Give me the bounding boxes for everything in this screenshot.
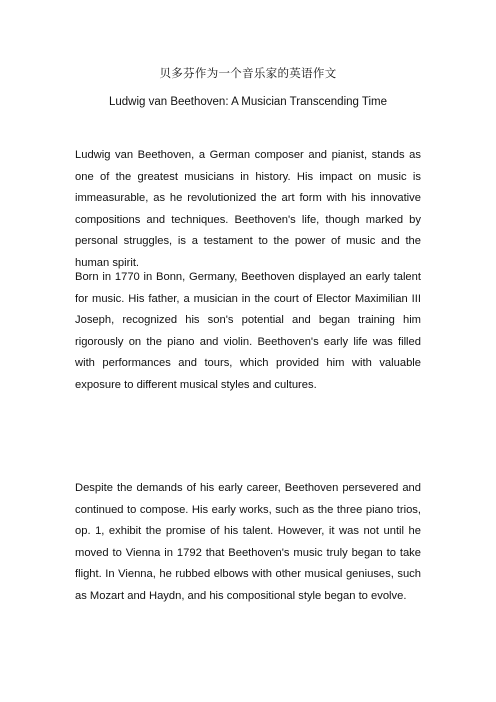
paragraph-early-life: Born in 1770 in Bonn, Germany, Beethoven displayed an early talent for music. His father, a musician in the court of Elector Maximilian III Joseph, recognized his son's potential and began training him rigorously on the piano and violin. Beethoven's early life was filled with performances and tours, which provided him with valuable exposure to different musical styles and cultures. [75, 271, 421, 391]
chinese-title: 贝多芬作为一个音乐家的英语作文 [159, 66, 337, 80]
paragraph-early-career: Despite the demands of his early career, Beethoven persevered and continued to compose. His early works, such as the three piano trios, op. 1, exhibit the promise of his talent. However, it was not until he moved to Vienna in 1792 that Beethoven's music truly began to take flight. In Vienna, he rubbed elbows with other musical geniuses, such as Mozart and Haydn, and his compositional style began to evolve. [75, 482, 421, 602]
english-title: Ludwig van Beethoven: A Musician Transcending Time [108, 96, 388, 108]
paragraph-intro: Ludwig van Beethoven, a German composer and pianist, stands as one of the greatest musicians in history. His impact on music is immeasurable, as he revolutionized the art form with his innovative compositions and techniques. Beethoven's life, though marked by personal struggles, is a testament to the power of music and the human spirit. [75, 149, 421, 269]
